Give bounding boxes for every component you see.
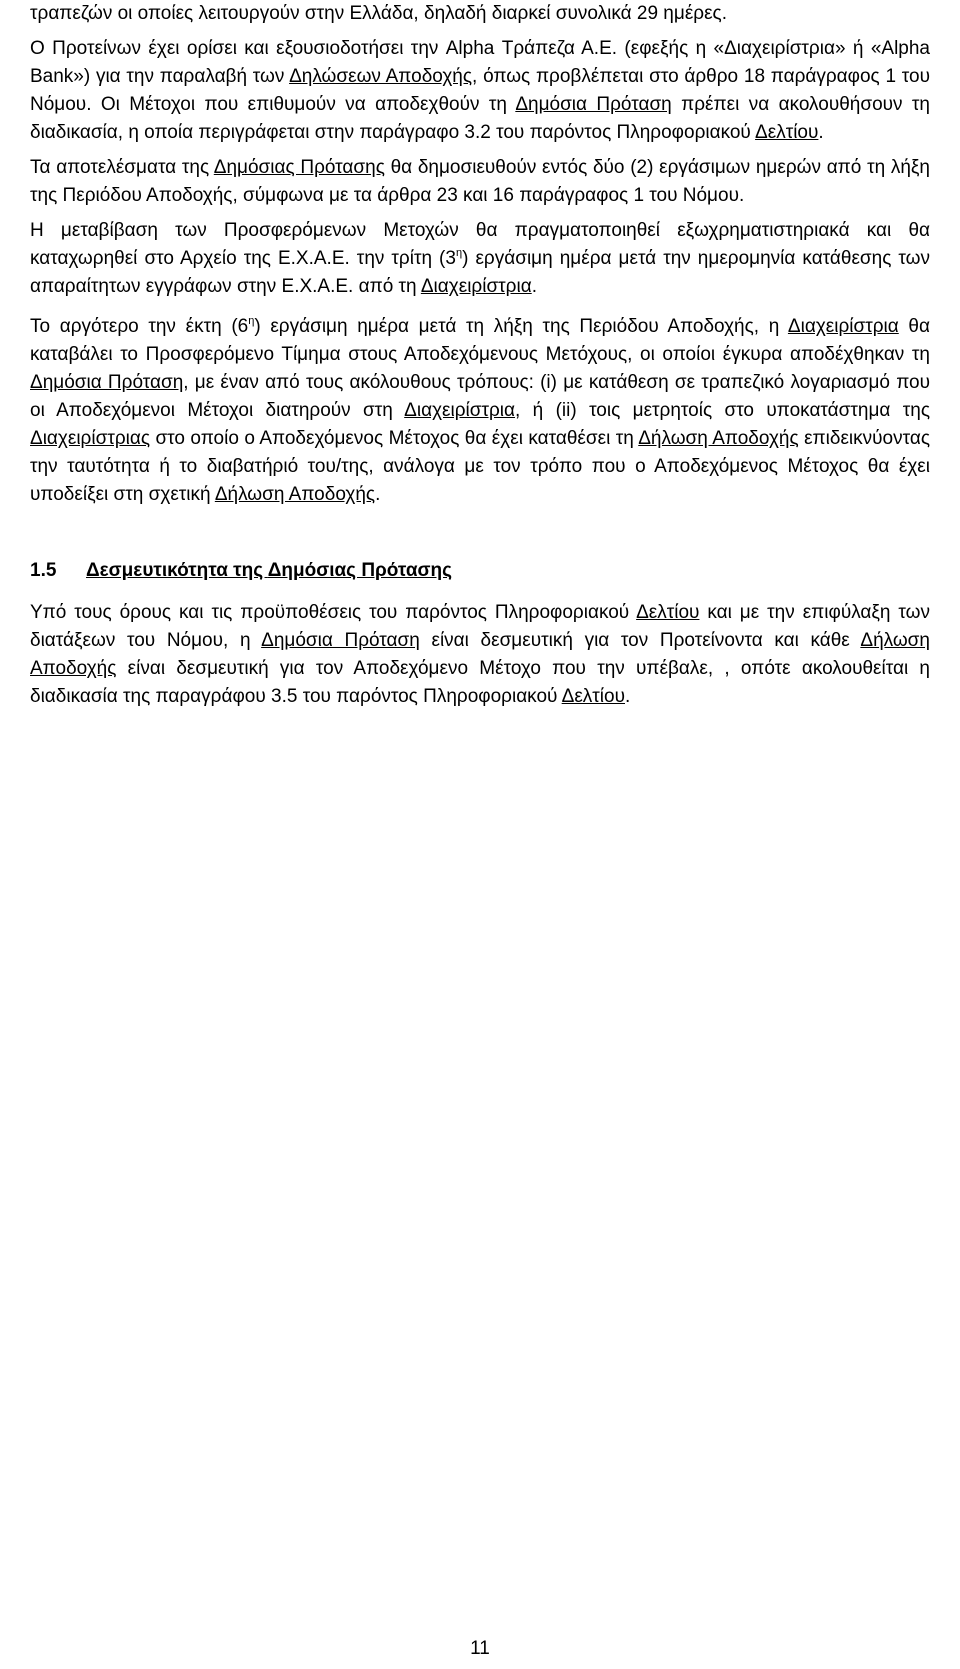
paragraph-administrator: Ο Προτείνων έχει ορίσει και εξουσιοδοτήσει την Alpha Τράπεζα Α.Ε. (εφεξής η «Διαχειρίστρια» ή «Alpha Bank») για την παραλαβή των Δηλώσεων Αποδοχής, όπως προβλέπεται στο άρθρο 18 παράγραφος 1 του Νόμου. Οι Μέτοχοι που επιθυμούν να αποδεχθούν τη Δημόσια Πρόταση πρέπει να ακολουθήσουν τη διαδικασία, η οποία περιγράφεται στην παράγραφο 3.2 του παρόντος Πληροφοριακού Δελτίου. bbox=[30, 38, 930, 143]
paragraph-duration: τραπεζών οι οποίες λειτουργούν στην Ελλάδα, δηλαδή διαρκεί συνολικά 29 ημέρες. bbox=[30, 3, 727, 24]
paragraph-payment: Το αργότερο την έκτη $(6^\eta)$ εργάσιμη ημέρα μετά τη λήξη της Περιόδου Αποδοχής, η Διαχειρίστρια θα καταβάλει το Προσφερόμενο Τίμημα στους Αποδεχόμενους Μετόχους, οι οποίοι έγκυρα αποδέχθηκαν τη Δημόσια Πρόταση, με έναν από τους ακόλουθους τρόπους: (i) με κατάθεση σε τραπεζικό λογαριασμό που οι Αποδεχόμενοι Μέτοχοι διατηρούν στη Διαχειρίστρια, ή (ii) τοις μετρητοίς στο υποκατάστημα της Διαχειρίστριας στο οποίο ο Αποδεχόμενος Μέτοχος θα έχει καταθέσει τη Δήλωση Αποδοχής επιδεικνύοντας την ταυτότητα ή το διαβατήριό του/της, ανάλογα με τον τρόπο που ο Αποδεχόμενος Μέτοχος θα έχει υποδείξει στη σχετική Δήλωση Αποδοχής. bbox=[30, 315, 930, 505]
page-number: 11 bbox=[470, 1638, 490, 1659]
section-heading bbox=[30, 557, 930, 585]
section-title: Δεσμευτικότητα της Δημόσιας Πρότασης bbox=[86, 560, 452, 581]
section-number: 1.5 bbox=[30, 560, 57, 581]
paragraph-transfer: Η μεταβίβαση των Προσφερόμενων Μετοχών θα πραγματοποιηθεί εξωχρηματιστηριακά και θα καταχωρηθεί στο Αρχείο της Ε.Χ.Α.Ε. την τρίτη $(3^\eta)$ εργάσιμη ημέρα μετά την ημερομηνία κατάθεσης των απαραίτητων εγγράφων στην Ε.Χ.Α.Ε. από τη Διαχειρίστρια. bbox=[30, 220, 930, 297]
document-body bbox=[30, 0, 930, 711]
paragraph-binding: Υπό τους όρους και τις προϋποθέσεις του παρόντος Πληροφοριακού Δελτίου και με την επιφύλαξη των διατάξεων του Νόμου, η Δημόσια Πρόταση είναι δεσμευτική για τον Προτείνοντα και κάθε Δήλωση Αποδοχής είναι δεσμευτική για τον Αποδεχόμενο Μέτοχο που την υπέβαλε, , οπότε ακολουθείται η διαδικασία της παραγράφου 3.5 του παρόντος Πληροφοριακού Δελτίου. bbox=[30, 602, 930, 707]
paragraph-results: Τα αποτελέσματα της Δημόσιας Πρότασης θα δημοσιευθούν εντός δύο (2) εργάσιμων ημερών από τη λήξη της Περιόδου Αποδοχής, σύμφωνα με τα άρθρα 23 και 16 παράγραφος 1 του Νόμου. bbox=[30, 157, 930, 206]
